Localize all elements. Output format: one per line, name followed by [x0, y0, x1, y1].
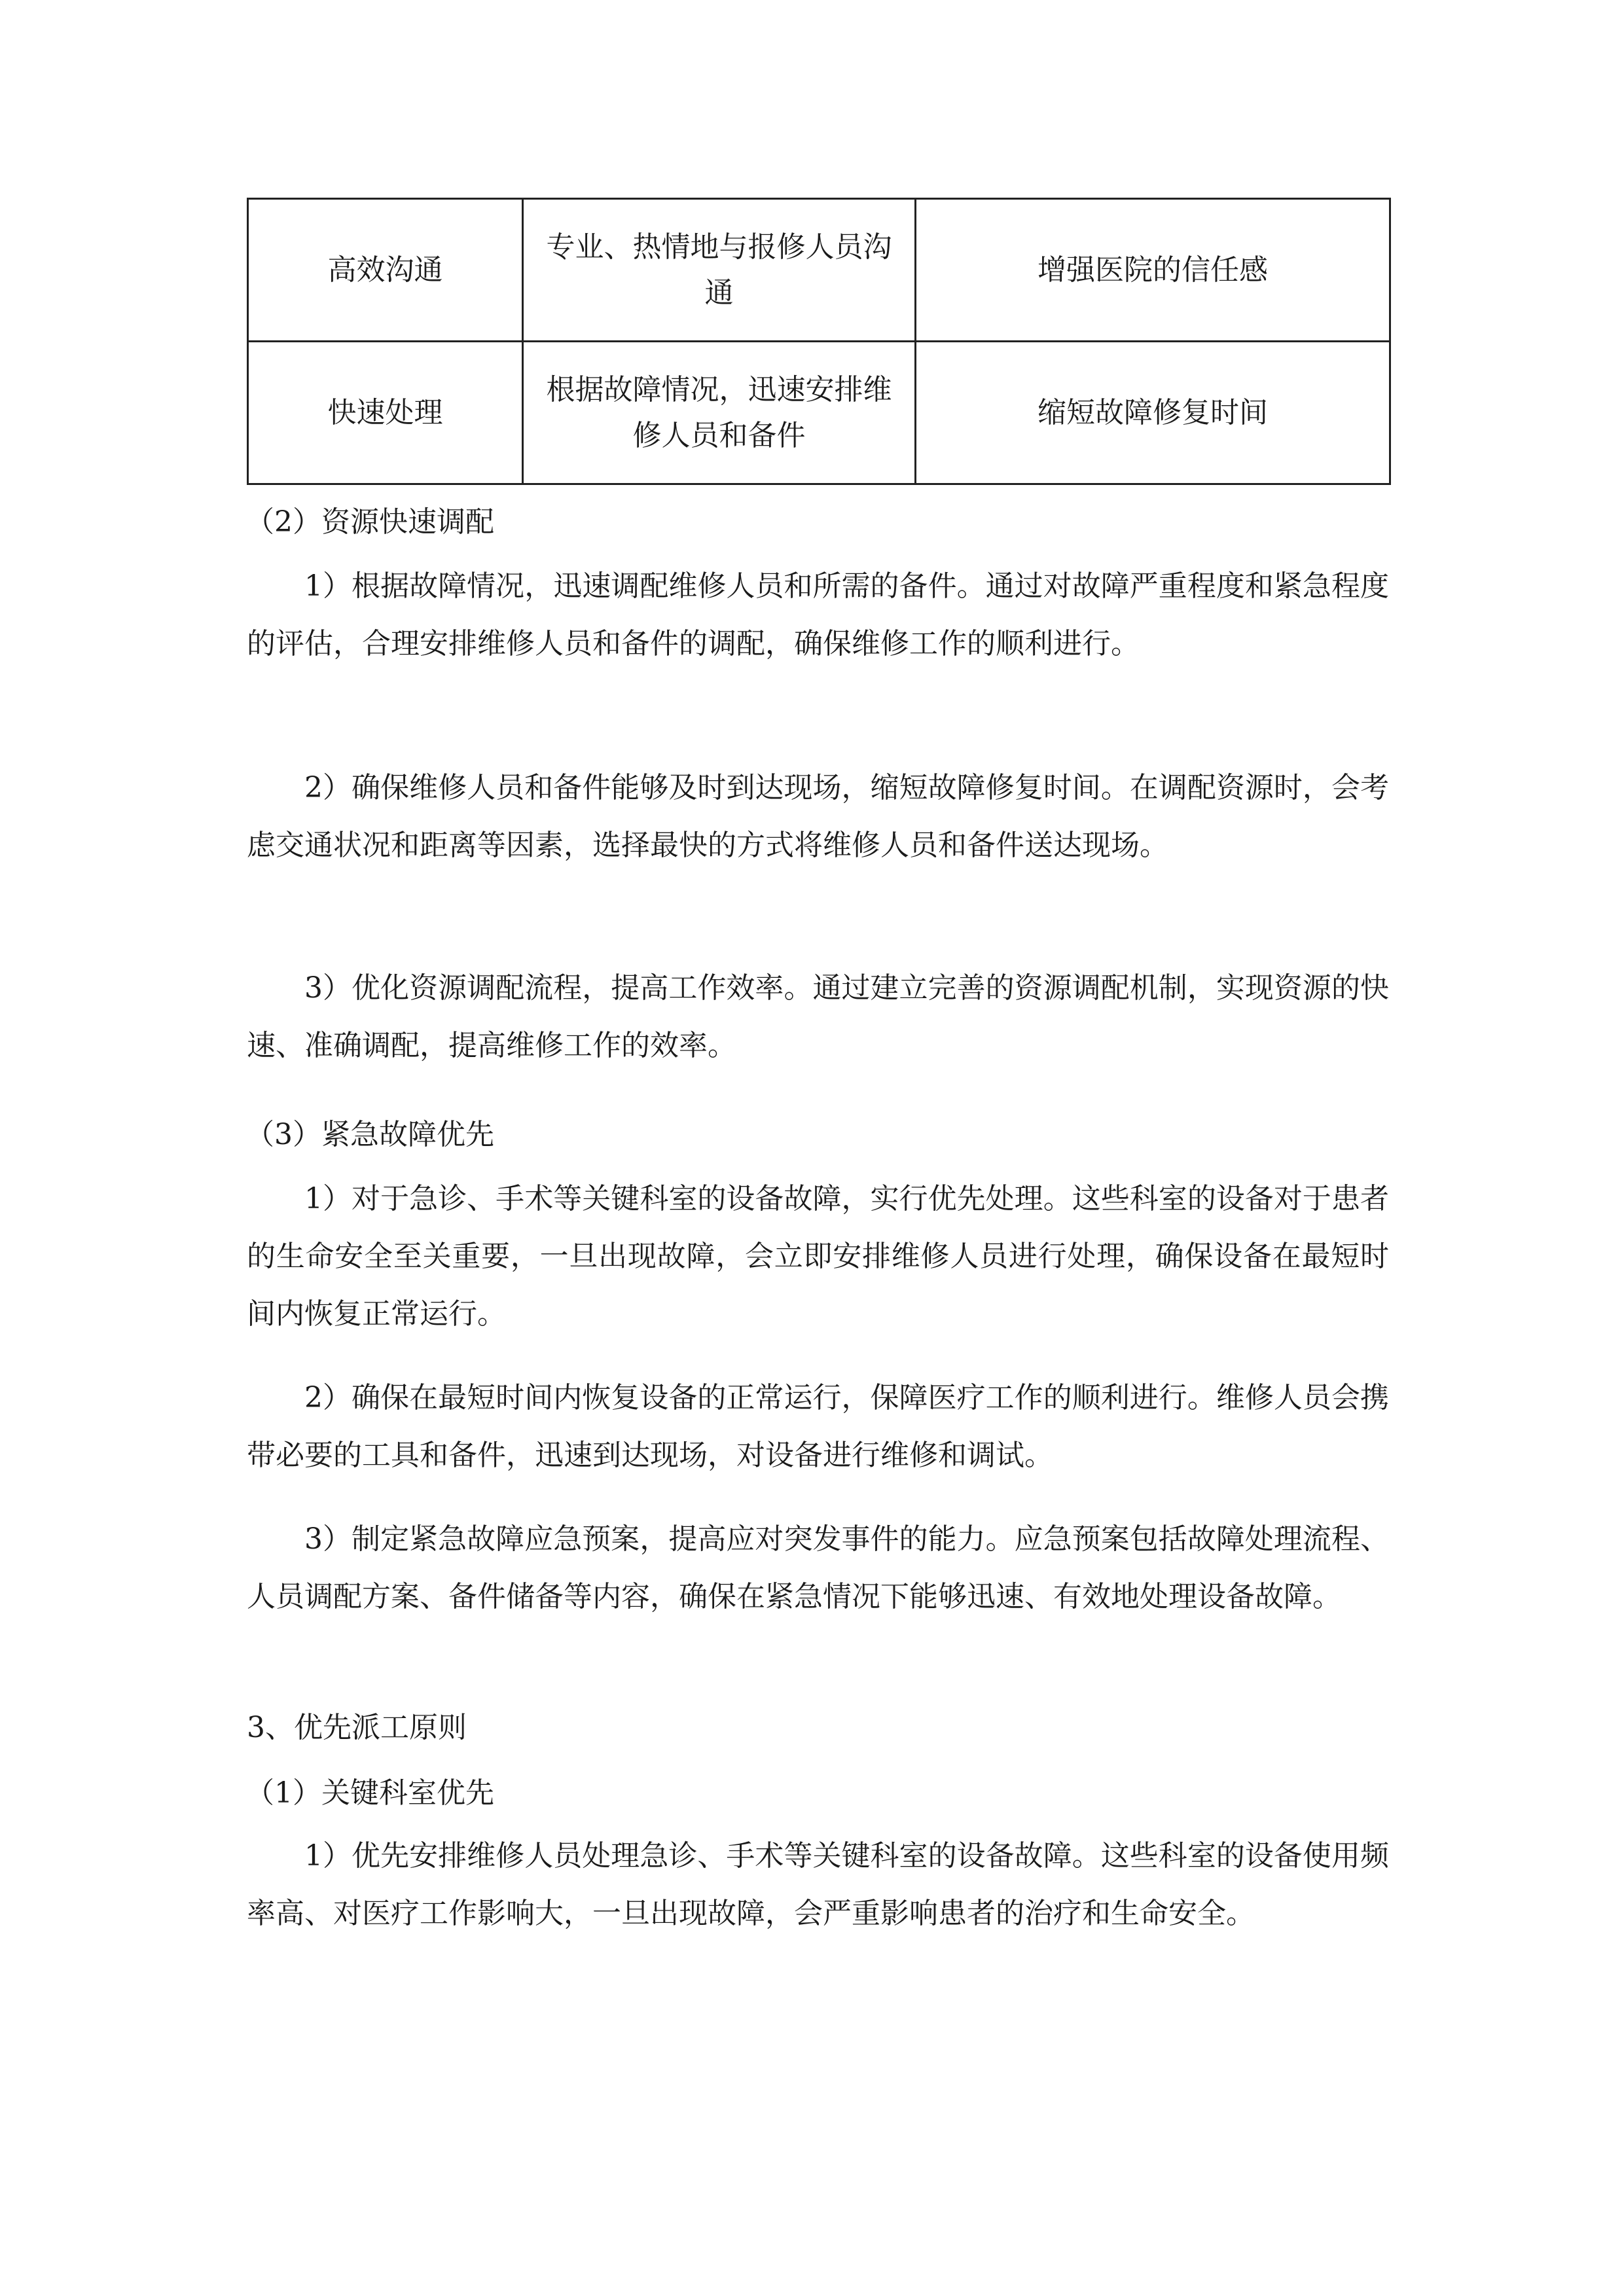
paragraph-urgent-2: 2）确保在最短时间内恢复设备的正常运行，保障医疗工作的顺利进行。维修人员会携带必要的工具和备件，迅速到达现场，对设备进行维修和调试。 [247, 1381, 1389, 1472]
table-row [248, 342, 1390, 484]
section-heading-resource: （2）资源快速调配 [245, 505, 494, 539]
paragraph-resource-1: 1）根据故障情况，迅速调配维修人员和所需的备件。通过对故障严重程度和紧急程度的评估，合理安排维修人员和备件的调配，确保维修工作的顺利进行。 [247, 569, 1389, 660]
table-cell-effect: 增强医院的信任感 [916, 199, 1390, 342]
paragraph-resource-2: 2）确保维修人员和备件能够及时到达现场，缩短故障修复时间。在调配资源时，会考虑交通状况和距离等因素，选择最快的方式将维修人员和备件送达现场。 [247, 771, 1389, 862]
paragraph-dispatch-1: 1）优先安排维修人员处理急诊、手术等关键科室的设备故障。这些科室的设备使用频率高、对医疗工作影响大，一旦出现故障，会严重影响患者的治疗和生命安全。 [247, 1839, 1389, 1930]
table-cell-name: 高效沟通 [248, 199, 523, 342]
section-heading-dispatch: 3、优先派工原则 [247, 1711, 467, 1744]
paragraph-resource-3: 3）优化资源调配流程，提高工作效率。通过建立完善的资源调配机制，实现资源的快速、准确调配，提高维修工作的效率。 [247, 971, 1389, 1062]
section-heading-urgent: （3）紧急故障优先 [245, 1118, 494, 1151]
paragraph-urgent-1: 1）对于急诊、手术等关键科室的设备故障，实行优先处理。这些科室的设备对于患者的生命安全至关重要，一旦出现故障，会立即安排维修人员进行处理，确保设备在最短时间内恢复正常运行。 [247, 1182, 1389, 1331]
table-cell-effect: 缩短故障修复时间 [916, 342, 1390, 484]
table-cell-action: 专业、热情地与报修人员沟通 [523, 199, 916, 342]
paragraph-urgent-3: 3）制定紧急故障应急预案，提高应对突发事件的能力。应急预案包括故障处理流程、人员调配方案、备件储备等内容，确保在紧急情况下能够迅速、有效地处理设备故障。 [247, 1522, 1389, 1613]
service-table [247, 198, 1391, 485]
table-row [248, 199, 1390, 342]
subsection-heading-key-departments: （1）关键科室优先 [245, 1776, 494, 1810]
table-cell-name: 快速处理 [248, 342, 523, 484]
table-cell-action: 根据故障情况，迅速安排维修人员和备件 [523, 342, 916, 484]
